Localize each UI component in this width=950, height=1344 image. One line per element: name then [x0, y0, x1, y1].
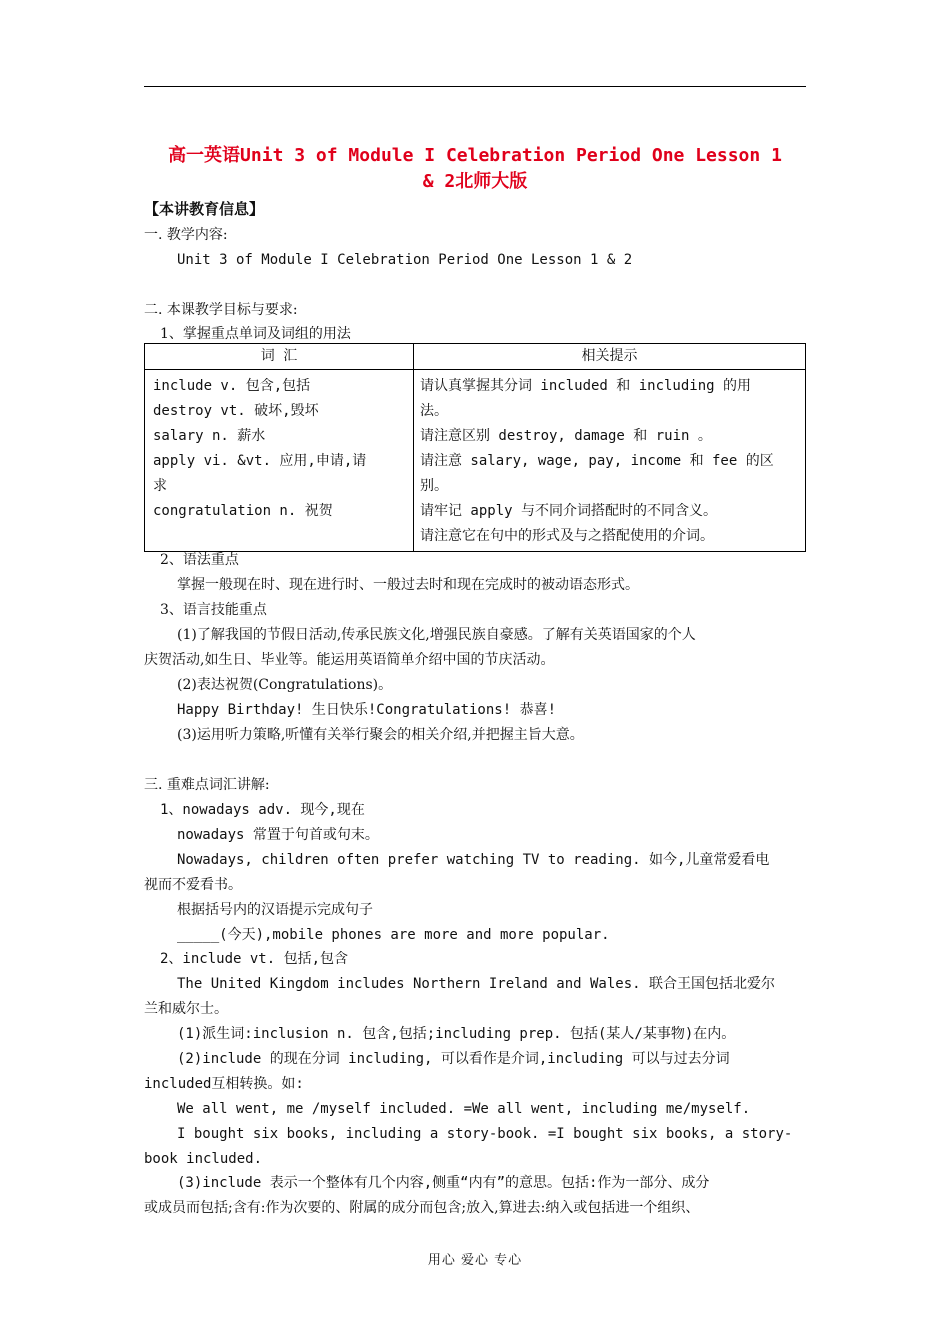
header-rule: [144, 86, 806, 87]
skills-paragraph-1b: 庆贺活动,如生日、毕业等。能运用英语简单介绍中国的节庆活动。: [144, 652, 555, 668]
word-1-line-3: 根据括号内的汉语提示完成句子: [177, 902, 373, 918]
tip-line: 请注意区别 destroy, damage 和 ruin 。: [420, 428, 712, 444]
skills-paragraph-2: (2)表达祝贺(Congratulations)。: [177, 677, 393, 693]
word-1-line-2b: 视而不爱看书。: [144, 877, 242, 893]
word-2-line-4: We all went, me /myself included. =We all went, including me/myself.: [177, 1101, 751, 1117]
word-2-line-6a: (3)include 表示一个整体有几个内容,侧重“内有”的意思。包括:作为一部分、成分: [177, 1175, 710, 1191]
table-header-tips: 相关提示: [414, 344, 806, 370]
tips-cell: [414, 370, 805, 551]
word-2-line-1b: 兰和威尔士。: [144, 1001, 228, 1017]
word-2-heading: 2、include vt. 包括,包含: [160, 951, 349, 967]
word-1-heading: 1、nowadays adv. 现今,现在: [160, 802, 365, 818]
section-1-heading: 一. 教学内容:: [144, 227, 228, 243]
skills-paragraph-1a: (1)了解我国的节假日活动,传承民族文化,增强民族自豪感。了解有关英语国家的个人: [177, 627, 696, 643]
tip-line: 请牢记 apply 与不同介词搭配时的不同含义。: [420, 503, 717, 519]
tip-line: 法。: [420, 403, 448, 419]
title-line-2: & 2北师大版: [422, 171, 528, 192]
section-2-item-2: 2、语法重点: [160, 552, 239, 568]
document-title: [144, 143, 806, 195]
tip-line: 别。: [420, 478, 448, 494]
section-info-heading: 【本讲教育信息】: [144, 200, 265, 218]
vocab-cell: [145, 370, 413, 526]
section-2-item-1: 1、掌握重点单词及词组的用法: [160, 326, 351, 342]
word-1-line-4: _____(今天),mobile phones are more and more popular.: [177, 927, 610, 943]
vocabulary-table: [144, 343, 806, 552]
word-2-line-1a: The United Kingdom includes Northern Ireland and Wales. 联合王国包括北爱尔: [177, 976, 776, 992]
skills-paragraph-3: (3)运用听力策略,听懂有关举行聚会的相关介绍,并把握主旨大意。: [177, 727, 584, 743]
vocab-line: destroy vt. 破坏,毁坏: [153, 403, 319, 419]
word-2-line-5b: book included.: [144, 1151, 263, 1167]
section-2-item-3: 3、语言技能重点: [160, 602, 267, 618]
vocab-line: congratulation n. 祝贺: [153, 503, 333, 519]
tip-line: 请认真掌握其分词 included 和 including 的用: [420, 378, 752, 394]
word-2-line-6b: 或成员而包括;含有:作为次要的、附属的成分而包含;放入,算进去:纳入或包括进一个组织、: [144, 1200, 700, 1216]
table-header-vocab: 词 汇: [145, 344, 414, 370]
vocab-line: apply vi. &vt. 应用,申请,请: [153, 453, 367, 469]
section-1-text: Unit 3 of Module I Celebration Period One Lesson 1 & 2: [177, 252, 633, 268]
vocab-line: 求: [153, 478, 167, 494]
skills-paragraph-2b: Happy Birthday! 生日快乐!Congratulations! 恭喜!: [177, 702, 557, 718]
section-2-heading: 二. 本课教学目标与要求:: [144, 302, 298, 318]
section-3-heading: 三. 重难点词汇讲解:: [144, 777, 270, 793]
word-2-line-3a: (2)include 的现在分词 including, 可以看作是介词,including 可以与过去分词: [177, 1051, 730, 1067]
vocab-line: include v. 包含,包括: [153, 378, 311, 394]
word-1-line-2a: Nowadays, children often prefer watching TV to reading. 如今,儿童常爱看电: [177, 852, 770, 868]
tip-line: 请注意 salary, wage, pay, income 和 fee 的区: [420, 453, 774, 469]
tip-line: 请注意它在句中的形式及与之搭配使用的介词。: [420, 528, 714, 544]
page-footer: 用心 爱心 专心: [427, 1253, 523, 1268]
grammar-text: 掌握一般现在时、现在进行时、一般过去时和现在完成时的被动语态形式。: [177, 577, 639, 593]
vocab-line: salary n. 薪水: [153, 428, 266, 444]
word-2-line-2: (1)派生词:inclusion n. 包含,包括;including prep. 包括(某人/某事物)在内。: [177, 1026, 736, 1042]
title-line-1: 高一英语Unit 3 of Module I Celebration Period One Lesson 1: [168, 145, 782, 166]
word-2-line-3b: included互相转换。如:: [144, 1076, 304, 1092]
word-1-line-1: nowadays 常置于句首或句末。: [177, 827, 379, 843]
word-2-line-5a: I bought six books, including a story-book. =I bought six books, a story-: [177, 1126, 793, 1142]
